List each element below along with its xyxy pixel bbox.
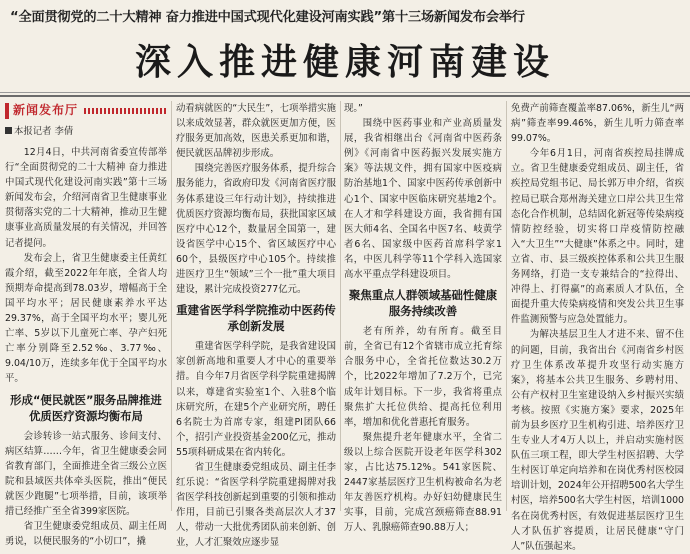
reporter-name: 本报记者 李倩 (14, 126, 74, 137)
headline: 深入推进健康河南建设 (134, 41, 555, 83)
column-1 (5, 101, 167, 548)
column-2 (176, 101, 336, 549)
subhead: 聚焦重点人群领域基础性健康服务持续改善 (348, 288, 498, 319)
section-tag-label: 新闻发布厅 (13, 103, 79, 118)
subhead: 形成“便民就医”服务品牌推进优质医疗资源均衡布局 (10, 392, 162, 423)
paragraph: 现。” (344, 103, 363, 114)
top-rule (0, 92, 690, 93)
paragraph: 聚焦提升老年健康水平，全省二级以上综合医院开设老年医学科302家，占比达75.12%。541家医院、2447家基层医疗卫生机构被命名为老年友善医疗机构。办好妇幼健康民生实事，目前，完成宫颈癌筛查88.91万人、乳腺癌筛查90.88万人； (344, 431, 502, 534)
paragraph: 会诊转诊一站式服务、诊间支付、病区结算……今年，省卫生健康委会同省教育部门，全面推进全省三级公立医院和县域医共体牵头医院，推出“便民就医少跑腿”七项举措，目前，该项举措已经推广至全省399家医院。 (5, 430, 167, 517)
column-divider (340, 101, 341, 511)
paragraph: 省卫生健康委党组成员、副主任李红乐说：“省医学科学院重建揭牌对我省医学科技创新起到重要的引领和推动作用，目前已引聚各类高层次人才37人，带动一大批优秀团队前来创新、创业，人才汇聚效应逐步显 (176, 461, 336, 549)
paragraph: 重建省医学科学院，是我省建设国家创新高地和重要人才中心的重要举措。自今年7月省医学科学院重建揭牌以来，尊建省实验室1个、入驻8个临床研究所，在建5个产业研究所，聘任6名院士为首席专家，组建PI团队66个，招引产业投资基金200亿元，推动55项科研成果在省内转化。 (176, 341, 336, 458)
column-3 (344, 101, 502, 534)
subhead: 重建省医学科学院推动中医药传承创新发展 (176, 303, 336, 334)
paragraph: 动看病就医的“大民生”，七项举措实施以来成效显著，群众就医更加方便，医疗服务更加高效，医患关系更加和谐，便民就医品牌初步形成。 (176, 103, 336, 160)
paragraph: 为解决基层卫生人才进不来、留不住的问题，目前，我省出台《河南省乡村医疗卫生体系改革提升攻坚行动实施方案》，将基本公共卫生服务、乡聘村用、公有产权村卫生室建设纳入乡村振兴实绩考核。按照《实施方案》要求，2025年前为县乡医疗卫生机构引进、培养医疗卫生专业人才4万人以上，并启动实施村医队伍三项工程，即大学生村医招聘、大学生村医订单定向培养和在岗优秀村医校园培训计划，2024年公开招聘500名大学生村医，培养500名大学生村医，培训1000名在岗优秀村医，有效促进基层医疗卫生人才队伍扩容提质，让居民健康“守门人”队伍强起来。 (511, 329, 685, 552)
reporter-byline (5, 124, 167, 139)
section-tag-bar (5, 103, 9, 119)
paragraph: 发布会上，省卫生健康委主任黄红霞介绍，截至2022年年底，全省人均预期寿命提高到78.03岁，增幅高于全国平均水平；居民健康素养水平达29.37%，高于全国平均水平；婴儿死亡率、5岁以下儿童死亡率、孕产妇死亡率分别降至2.52‰、3.77‰、9.04/10万，连续多年优于全国平均水平。 (5, 252, 167, 385)
paragraph: 围绕完善医疗服务体系，提升综合服务能力，省政府印发《河南省医疗服务体系建设三年行动计划》，持续推进优质医疗资源均衡布局，获批国家区域医疗中心12个，数量居全国第一，建设省医学中心15个、省区域医疗中心60个，县级医疗中心105个。持续推进医疗卫生“领域”三个一批”重大项目建设，累计完成投资277亿元。 (176, 163, 336, 296)
paragraph: 今年6月1日，河南省疾控局挂牌成立。省卫生健康委党组成员、副主任，省疾控局党组书记、局长郭万申介绍，省疾控局已联合郑州海关建立口岸公共卫生常态化合作机制，总结固化新冠等传染病疫情防控经验，切实将口岸疫情防控融入“大卫生”“大健康”体系之中。同时，建立省、市、县三级疾控体系和公共卫生服务网络，打造一支专兼结合的“拉得出、冲得上、打得赢”的高素质人才队伍，全面提升重大传染病疫情和突发公共卫生事件监测预警与应急处置能力。 (511, 148, 684, 326)
paragraph: 免费产前筛查覆盖率87.06%，新生儿“两病”筛查率99.46%，新生儿听力筛查率99.07%。 (511, 103, 684, 145)
paragraph: 老有所养，幼有所育。截至目前，全省已有12个省辖市成立托育综合服务中心，全省托位数达30.2万个，比2022年增加了7.2万个，已完成年计划目标。下一步，我省将重点聚焦扩大托位供给、提高托位利用率，增加和优化普惠托育服务。 (344, 326, 502, 428)
top-rule-double (0, 95, 690, 97)
square-icon (5, 127, 12, 134)
paragraph: 围绕中医药事业和产业高质量发展，我省相继出台《河南省中医药条例》《河南省中医药振兴发展实施方案》等法规文件，拥有国家中医疫病防治基地1个、国家中医药传承创新中心1个、国家中医临床研究基地2个。在人才和学科建设方面，我省拥有国医大师4名、全国名中医7名、岐黄学者6名、国家级中医药首席科学家1名，中医儿科学等11个学科入选国家高水平重点学科建设项目。 (344, 118, 502, 281)
column-4 (511, 101, 685, 552)
paragraph: 12月4日，中共河南省委宣传部举行“全面贯彻党的二十大精神 奋力推进中国式现代化建设河南实践”第十三场新闻发布会，介绍河南省卫生健康事业贯彻落实党的二十大精神，推动卫生健康事业高质量发展的有关情况，并回答记者提问。 (5, 147, 167, 249)
kicker-title: “全面贯彻党的二十大精神 奋力推进中国式现代化建设河南实践”第十三场新闻发布会举行 (10, 10, 525, 25)
column-divider (506, 101, 507, 511)
section-tag-dots (84, 108, 167, 114)
section-tag (5, 101, 167, 121)
column-divider (171, 101, 172, 511)
paragraph: 省卫生健康委党组成员、副主任周勇说，以便民服务的“小切口”，撬 (5, 521, 167, 548)
